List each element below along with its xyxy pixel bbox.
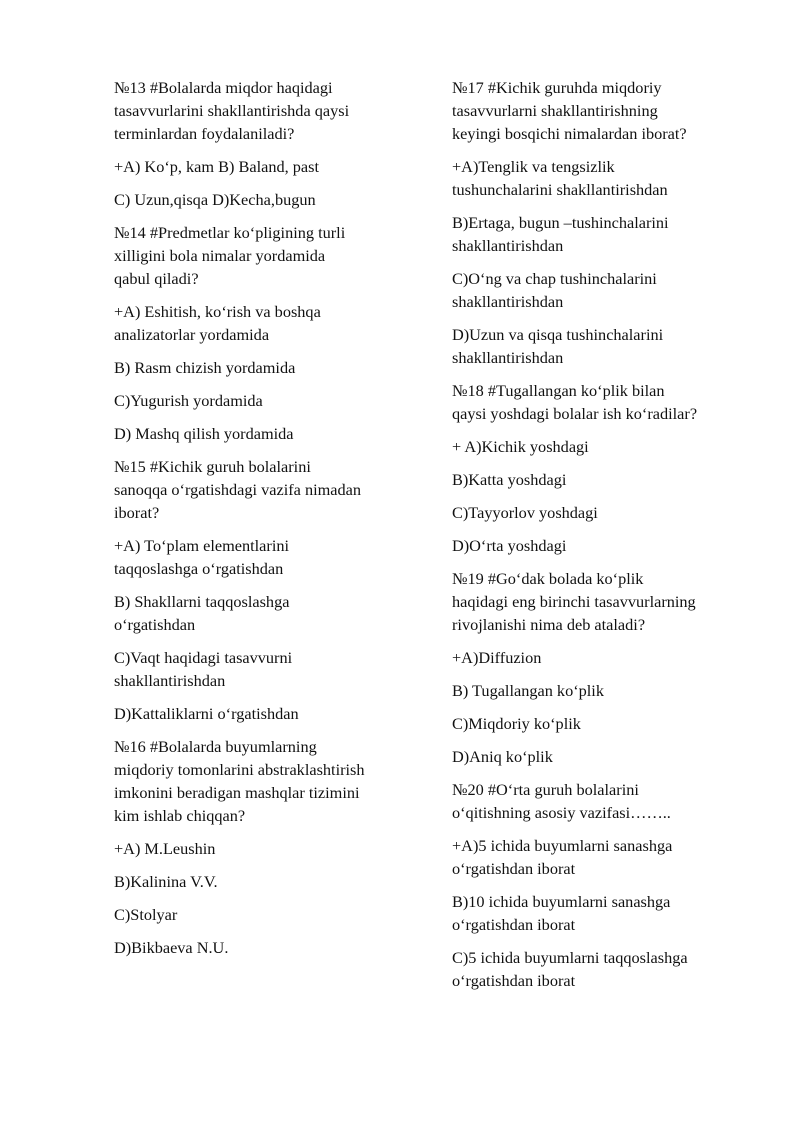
answer-14-c: C)Yugurish yordamida [114, 391, 263, 410]
answer-19-d: D)Aniq ko‘plik [452, 747, 553, 766]
question-17: №17 #Kichik guruhda miqdoriy tasavvurlarni shakllantirishning keyingi bosqichi nimalardan iborat? [452, 78, 687, 143]
answer-16-b: B)Kalinina V.V. [114, 872, 218, 891]
answer-14-b: B) Rasm chizish yordamida [114, 358, 296, 377]
question-15: №15 #Kichik guruh bolalarini sanoqqa o‘rgatishdagi vazifa nimadan iborat? [114, 457, 362, 522]
answer-19-c: C)Miqdoriy ko‘plik [452, 714, 581, 733]
answer-13-ab: +A) Ko‘p, kam B) Baland, past [114, 157, 319, 176]
answer-18-c: C)Tayyorlov yoshdagi [452, 503, 598, 522]
answer-19-a: +A)Diffuzion [452, 648, 542, 667]
question-18: №18 #Tugallangan ko‘plik bilan qaysi yoshdagi bolalar ish ko‘radilar? [452, 381, 698, 423]
answer-20-b: B)10 ichida buyumlarni sanashga o‘rgatishdan iborat [452, 892, 671, 934]
right-column [452, 76, 752, 1002]
answer-15-b: B) Shakllarni taqqoslashga o‘rgatishdan [114, 592, 290, 634]
answer-15-d: D)Kattaliklarni o‘rgatishdan [114, 704, 299, 723]
answer-17-b: B)Ertaga, bugun –tushinchalarini shakllantirishdan [452, 213, 669, 255]
left-column [114, 76, 414, 969]
question-19: №19 #Go‘dak bolada ko‘plik haqidagi eng birinchi tasavvurlarning rivojlanishi nima deb ataladi? [452, 569, 696, 634]
answer-16-d: D)Bikbaeva N.U. [114, 938, 229, 957]
answer-19-b: B) Tugallangan ko‘plik [452, 681, 604, 700]
question-14: №14 #Predmetlar ko‘pligining turli xilligini bola nimalar yordamida qabul qiladi? [114, 223, 346, 288]
answer-15-a: +A) To‘plam elementlarini taqqoslashga o‘rgatishdan [114, 536, 290, 578]
answer-17-c: C)O‘ng va chap tushinchalarini shakllantirishdan [452, 269, 657, 311]
answer-15-c: C)Vaqt haqidagi tasavvurni shakllantirishdan [114, 648, 293, 690]
answer-14-a: +A) Eshitish, ko‘rish va boshqa analizatorlar yordamida [114, 302, 321, 344]
answer-17-d: D)Uzun va qisqa tushinchalarini shakllantirishdan [452, 325, 664, 367]
answer-20-c: C)5 ichida buyumlarni taqqoslashga o‘rgatishdan iborat [452, 948, 688, 990]
answer-18-d: D)O‘rta yoshdagi [452, 536, 567, 555]
question-13: №13 #Bolalarda miqdor haqidagi tasavvurlarini shakllantirishda qaysi terminlardan foydalaniladi? [114, 78, 350, 143]
answer-18-a: + A)Kichik yoshdagi [452, 437, 589, 456]
answer-16-a: +A) M.Leushin [114, 839, 216, 858]
question-16: №16 #Bolalarda buyumlarning miqdoriy tomonlarini abstraklashtirish imkonini beradigan mashqlar tizimini kim ishlab chiqqan? [114, 737, 365, 825]
answer-14-d: D) Mashq qilish yordamida [114, 424, 294, 443]
answer-18-b: B)Katta yoshdagi [452, 470, 567, 489]
answer-20-a: +A)5 ichida buyumlarni sanashga o‘rgatishdan iborat [452, 836, 673, 878]
question-20: №20 #O‘rta guruh bolalarini o‘qitishning asosiy vazifasi…….. [452, 780, 671, 822]
answer-16-c: C)Stolyar [114, 905, 178, 924]
answer-17-a: +A)Tenglik va tengsizlik tushunchalarini shakllantirishdan [452, 157, 668, 199]
answer-13-cd: C) Uzun,qisqa D)Kecha,bugun [114, 190, 316, 209]
